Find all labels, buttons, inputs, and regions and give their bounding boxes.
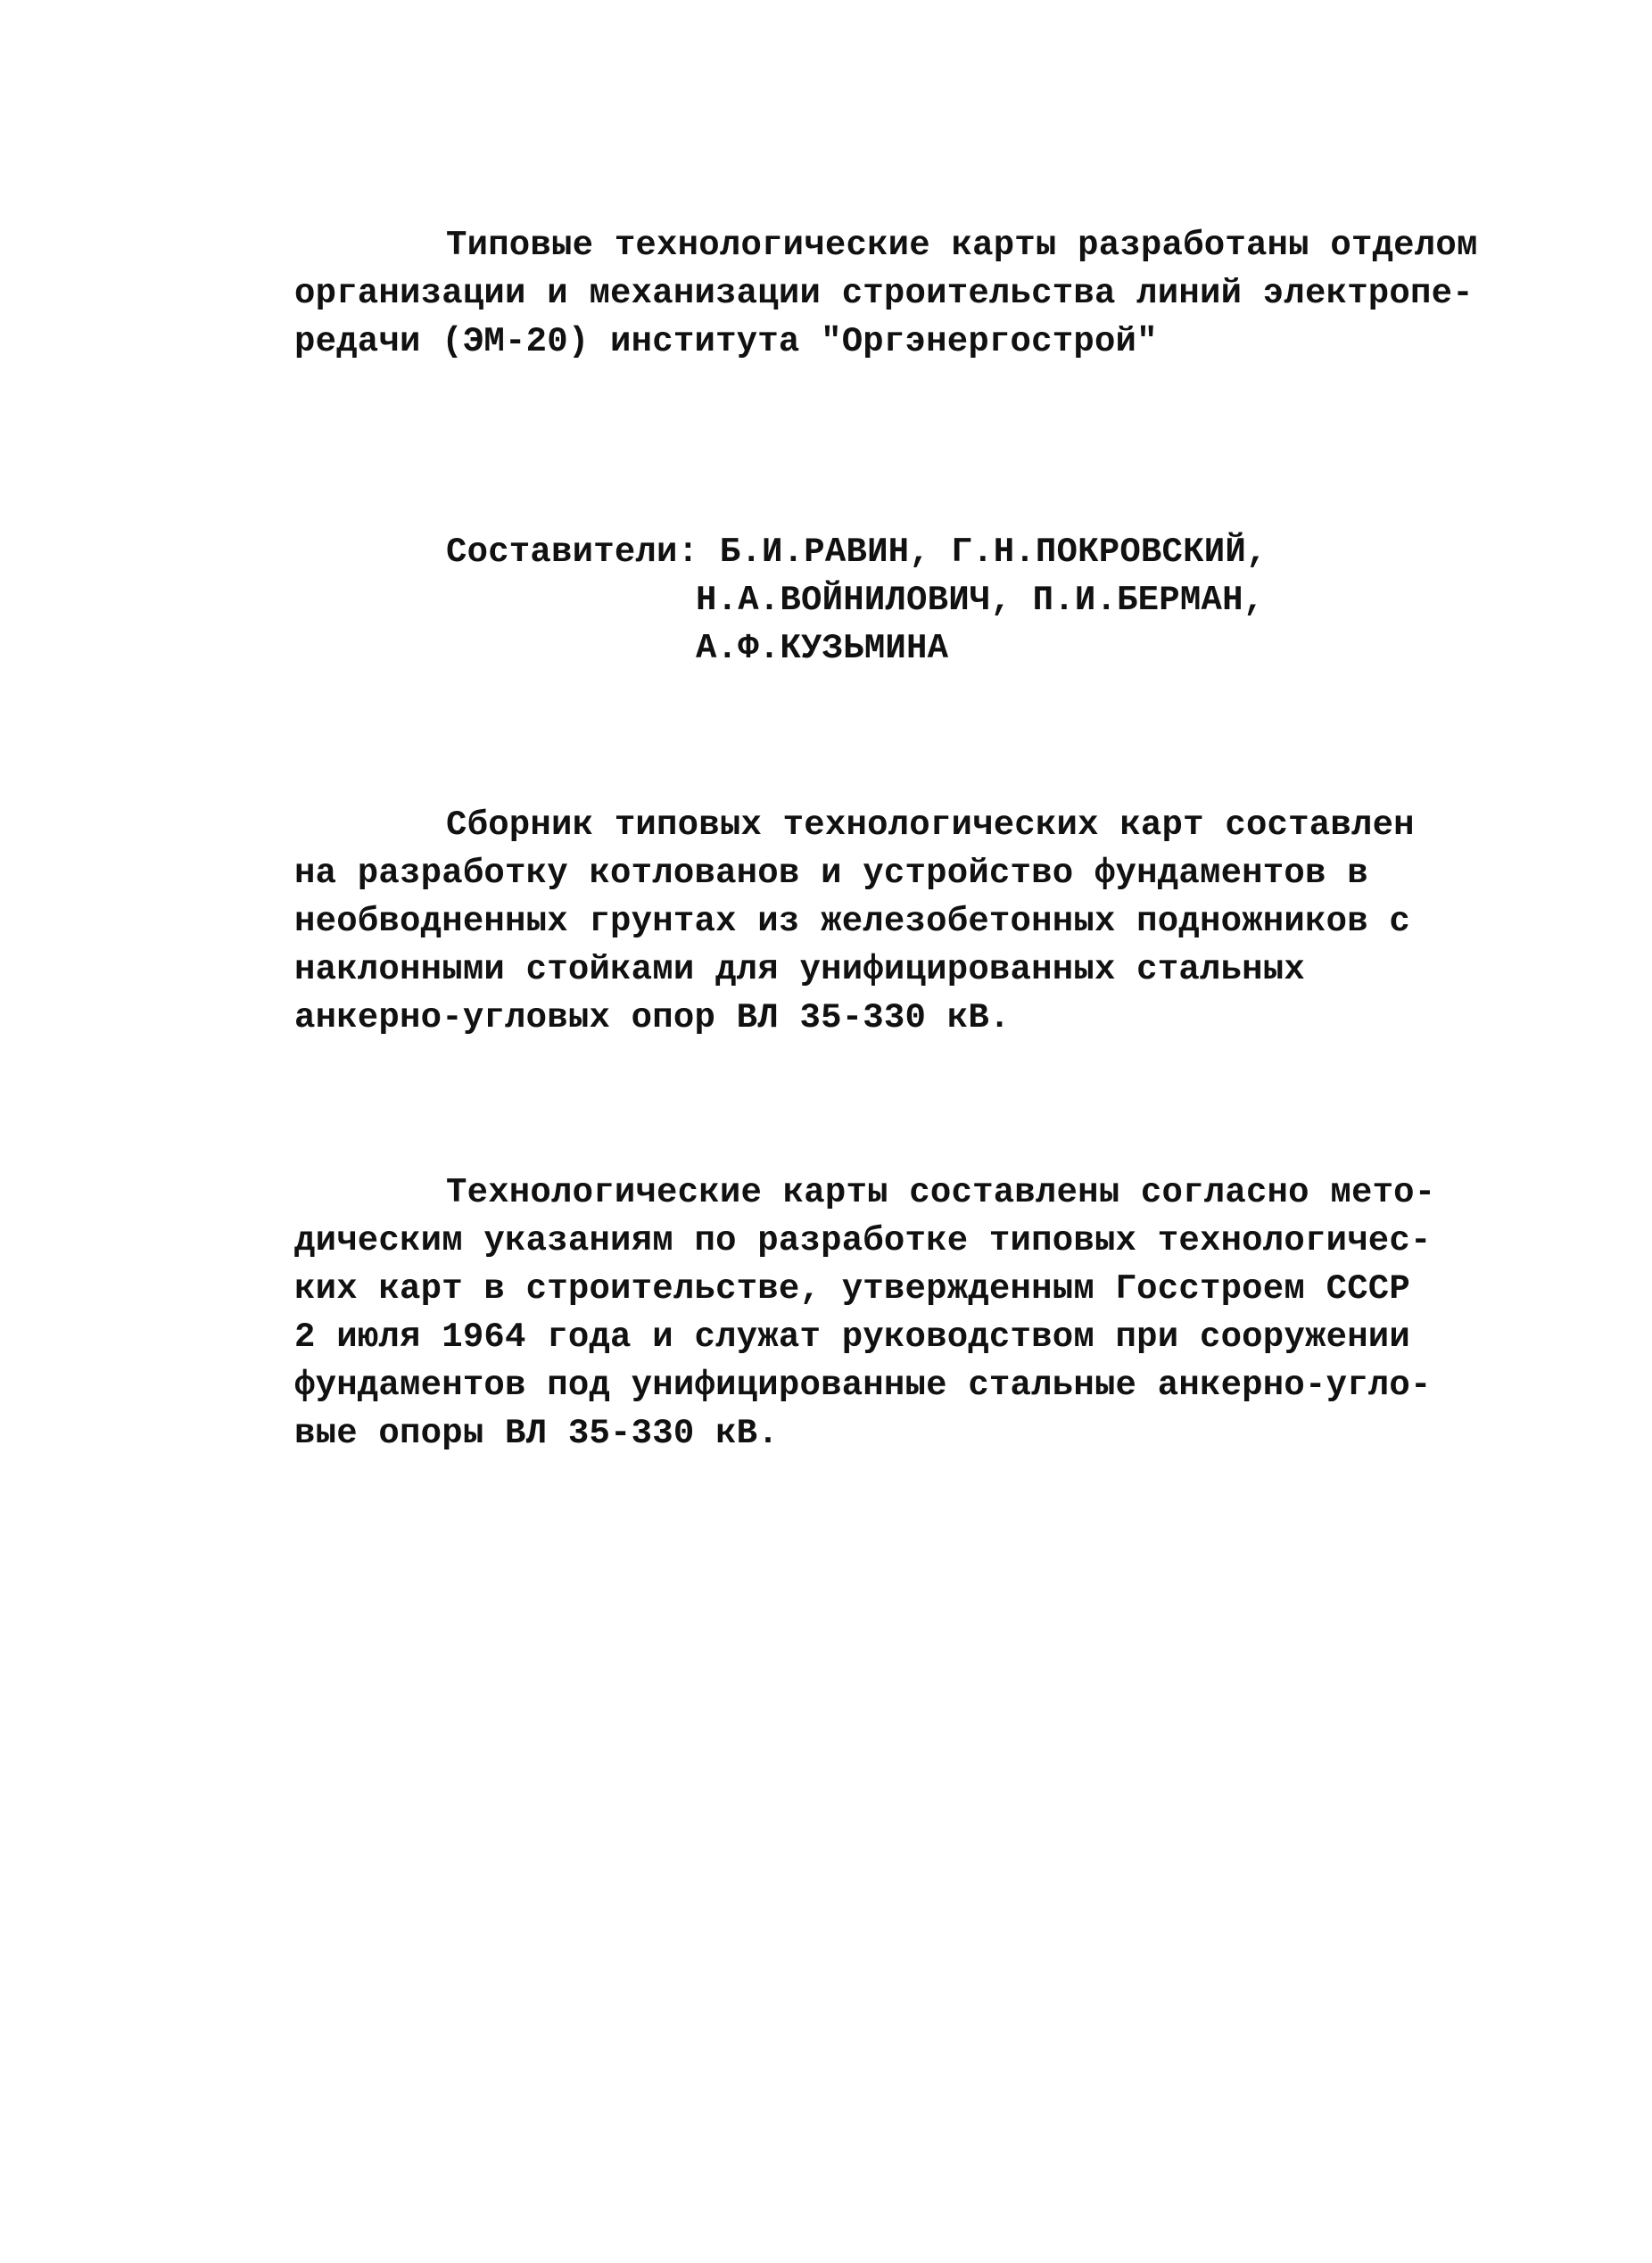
method-paragraph — [294, 1169, 1436, 1458]
method-line-1: Технологические карты составлены согласно мето- — [446, 1173, 1436, 1212]
method-line-5: фундаментов под унифицированные стальные анкерно-угло- — [294, 1366, 1432, 1405]
authors-line-3: А.Ф.КУЗЬМИНА — [696, 629, 949, 668]
collection-line-2: на разработку котлованов и устройство фундаментов в — [294, 854, 1368, 893]
collection-line-1: Сборник типовых технологических карт составлен — [446, 805, 1415, 845]
intro-line-3: редачи (ЭМ-20) института "Оргэнергострой" — [294, 322, 1158, 361]
intro-line-1: Типовые технологические карты разработаны отделом — [446, 226, 1478, 265]
method-line-6: вые опоры ВЛ 35-330 кВ. — [294, 1414, 779, 1453]
method-line-2: дическим указаниям по разработке типовых технологичес- — [294, 1221, 1432, 1260]
intro-line-2: организации и механизации строительства линий электропе- — [294, 274, 1474, 313]
authors-block — [446, 528, 1427, 673]
collection-line-3: необводненных грунтах из железобетонных подножников с — [294, 902, 1411, 941]
authors-line-2: Н.А.ВОЙНИЛОВИЧ, П.И.БЕРМАН, — [696, 581, 1265, 620]
collection-line-4: наклонными стойками для унифицированных стальных — [294, 950, 1305, 989]
authors-line-1: Составители: Б.И.РАВИН, Г.Н.ПОКРОВСКИЙ, — [446, 533, 1268, 572]
collection-paragraph — [294, 801, 1415, 1042]
collection-line-5: анкерно-угловых опор ВЛ 35-330 кВ. — [294, 998, 1011, 1037]
method-line-4: 2 июля 1964 года и служат руководством при сооружении — [294, 1317, 1411, 1357]
intro-paragraph — [294, 221, 1478, 366]
method-line-3: ких карт в строительстве, утвержденным Госстроем СССР — [294, 1269, 1411, 1309]
